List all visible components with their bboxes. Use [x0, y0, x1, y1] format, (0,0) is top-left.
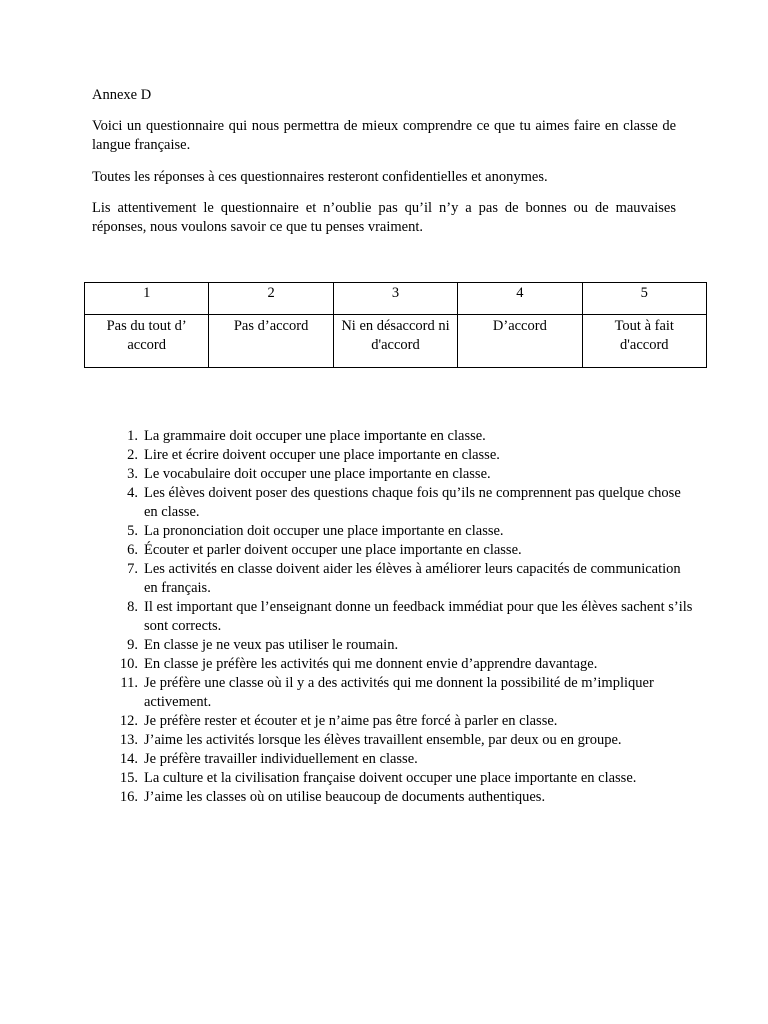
- item-text: Le vocabulaire doit occuper une place importante en classe.: [144, 466, 491, 482]
- list-item: [104, 560, 694, 598]
- confidentiality-paragraph: Toutes les réponses à ces questionnaires resteront confidentielles et anonymes.: [92, 169, 548, 185]
- item-number: 7.: [127, 561, 138, 577]
- scale-label-cell: D’accord: [458, 315, 582, 368]
- list-item: [104, 712, 694, 731]
- scale-label-cell: Pas du tout d’ accord: [85, 315, 209, 368]
- list-item: [104, 750, 694, 769]
- list-item: [104, 484, 694, 522]
- item-number: 12.: [119, 713, 138, 729]
- list-item: [104, 541, 694, 560]
- scale-label-cell: Ni en désaccord ni d'accord: [333, 315, 457, 368]
- list-item: [104, 731, 694, 750]
- item-text: En classe je ne veux pas utiliser le roumain.: [144, 637, 399, 653]
- item-text: Lire et écrire doivent occuper une place importante en classe.: [144, 447, 500, 463]
- list-item: [104, 522, 694, 541]
- item-number: 15.: [119, 770, 138, 786]
- scale-label-cell: Tout à fait d'accord: [582, 315, 706, 368]
- rating-scale-table: [84, 282, 707, 368]
- scale-number-cell: 5: [582, 283, 706, 315]
- item-number: 10.: [119, 656, 138, 672]
- item-text: La grammaire doit occuper une place importante en classe.: [144, 428, 486, 444]
- item-text: La culture et la civilisation française doivent occuper une place importante en classe.: [144, 770, 637, 786]
- list-item: [104, 427, 694, 446]
- item-number: 8.: [127, 599, 138, 615]
- item-number: 3.: [127, 466, 138, 482]
- intro-paragraph: Voici un questionnaire qui nous permettra de mieux comprendre ce que tu aimes faire en classe de langue française.: [92, 118, 676, 153]
- list-item: [104, 465, 694, 484]
- item-number: 9.: [127, 637, 138, 653]
- list-item: [104, 769, 694, 788]
- list-item: [104, 636, 694, 655]
- questionnaire-items-list: [104, 427, 694, 807]
- scale-label-cell: Pas d’accord: [209, 315, 333, 368]
- scale-number-cell: 3: [333, 283, 457, 315]
- scale-label-row: [85, 315, 707, 368]
- instructions-paragraph: Lis attentivement le questionnaire et n’oublie pas qu’il n’y a pas de bonnes ou de mauvaises réponses, nous voulons savoir ce que tu penses vraiment.: [92, 200, 676, 235]
- item-text: Écouter et parler doivent occuper une place importante en classe.: [144, 542, 522, 558]
- item-number: 13.: [119, 732, 138, 748]
- item-text: J’aime les classes où on utilise beaucoup de documents authentiques.: [144, 789, 546, 805]
- item-number: 6.: [127, 542, 138, 558]
- scale-number-cell: 4: [458, 283, 582, 315]
- item-text: Je préfère travailler individuellement en classe.: [144, 751, 418, 767]
- item-number: 1.: [127, 428, 138, 444]
- item-number: 4.: [127, 485, 138, 501]
- item-number: 11.: [120, 675, 138, 691]
- list-item: [104, 674, 694, 712]
- list-item: [104, 598, 694, 636]
- item-number: 16.: [119, 789, 138, 805]
- item-text: La prononciation doit occuper une place importante en classe.: [144, 523, 504, 539]
- item-text: Je préfère une classe où il y a des activités qui me donnent la possibilité de m’impliquer activement.: [144, 675, 654, 710]
- scale-number-cell: 2: [209, 283, 333, 315]
- scale-number-cell: 1: [85, 283, 209, 315]
- document-title: Annexe D: [92, 87, 152, 103]
- item-text: Il est important que l’enseignant donne un feedback immédiat pour que les élèves sachent s’ils sont corrects.: [144, 599, 693, 634]
- item-text: J’aime les activités lorsque les élèves travaillent ensemble, par deux ou en groupe.: [144, 732, 622, 748]
- item-text: En classe je préfère les activités qui me donnent envie d’apprendre davantage.: [144, 656, 598, 672]
- list-item: [104, 788, 694, 807]
- item-number: 14.: [119, 751, 138, 767]
- item-number: 2.: [127, 447, 138, 463]
- list-item: [104, 655, 694, 674]
- list-item: [104, 446, 694, 465]
- item-text: Les activités en classe doivent aider les élèves à améliorer leurs capacités de communication en français.: [144, 561, 681, 596]
- item-text: Les élèves doivent poser des questions chaque fois qu’ils ne comprennent pas quelque chose en classe.: [144, 485, 681, 520]
- item-number: 5.: [127, 523, 138, 539]
- scale-number-row: [85, 283, 707, 315]
- item-text: Je préfère rester et écouter et je n’aime pas être forcé à parler en classe.: [144, 713, 558, 729]
